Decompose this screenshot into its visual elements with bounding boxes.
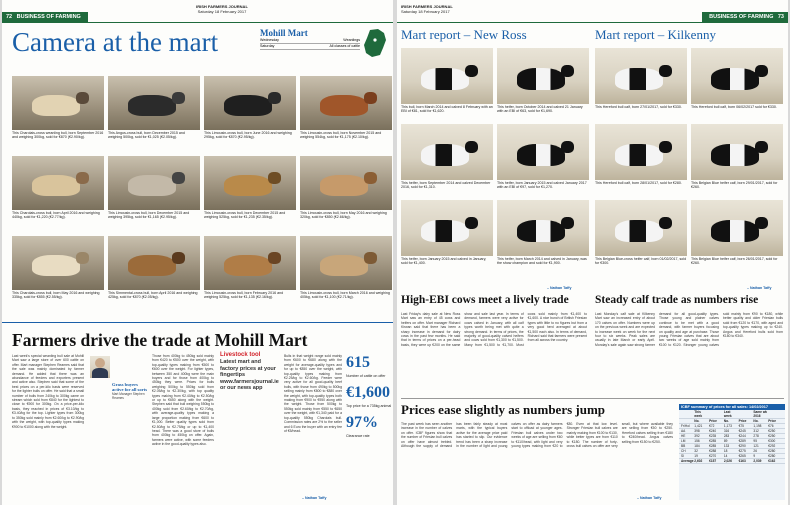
high-ebi-headline: High-EBI cows meet a lively trade	[401, 294, 569, 306]
livestock-tool-text: Latest mart and factory prices at your fingertips www.farmersjournal.ie or our news app	[220, 359, 279, 391]
table-cell: 283	[723, 434, 730, 438]
cattle-photo	[12, 236, 104, 290]
cattle-photo	[401, 200, 493, 256]
right-journal-name: IRISH FARMERS JOURNAL	[401, 4, 453, 9]
cattle-photo	[595, 200, 687, 256]
table-cell: €270	[709, 454, 717, 458]
stat-block	[346, 414, 392, 444]
photo-caption: This Limousin-cross bull, born November 2015 and weighing 554kg, sold for €1,175 (€2.10/kg).	[300, 131, 382, 140]
mart-info-box	[260, 28, 360, 50]
cattle-photo	[497, 48, 589, 104]
table-cell: CH	[681, 449, 686, 453]
table-cell: 1,421	[694, 424, 703, 428]
table-header-cell	[681, 410, 694, 418]
left-journal-header	[162, 4, 282, 14]
table-cell: 278	[753, 434, 759, 438]
cattle-photo	[497, 124, 589, 180]
cattle-photo	[595, 48, 687, 104]
cattle-photo	[108, 76, 200, 130]
table-cell: €235	[709, 434, 717, 438]
cattle-photo	[401, 124, 493, 180]
table-cell: 121	[753, 444, 759, 448]
mart-info-type: Weanlings	[343, 38, 360, 42]
left-body-col1: Last week's special weanling bull sale at Mohill Mart saw a large store of over 600 cattle on offer. Mart manager Stephen Reames said that the sale was mainly dominated by farmer demand. He added that there was an abundance of feeders and exporters present and active also. Stephen said that some of the best prices on a per-kilo basis were reserved for the lighter bulls on offer. He said that a small number of bulls from 240kg to 300kg came on stream which sold from €840 for the lightest to close to €900 for 300kg. On a price-per-kilo basis, they reached in prices of €3.10/kg to €3.40/kg for the top. Lighter types from 300kg to 350kg sold mainly from €2.60/kg to €2.90/kg with the weight, with top-quality types making €900 to €1000 along with the weight.	[12, 354, 84, 429]
table-cell: €75	[738, 424, 744, 428]
table-cell: 398	[694, 429, 700, 433]
table-cell: 156	[694, 439, 700, 443]
table-header-cell: Price	[738, 419, 747, 423]
cattle-photo	[204, 156, 296, 210]
stat-value: €1,600	[346, 384, 390, 401]
mart-info-name: Mohill Mart	[260, 28, 308, 38]
table-cell: 312	[753, 429, 759, 433]
table-cell: BB	[681, 444, 686, 448]
table-cell: 95	[753, 439, 757, 443]
left-section-label: BUSINESS OF FARMING	[16, 14, 81, 20]
kilkenny-title: Mart report – Kilkenny	[595, 27, 716, 42]
table-cell: €250	[768, 434, 776, 438]
table-cell: €245	[738, 429, 746, 433]
quote-author: Mart Manager Stephen Reames	[112, 392, 145, 400]
calf-trade-body: Last Monday's calf sale at Kilkenny Mart saw an increased entry of about 170 calves on offer. Numbers were up on the previous week and are expected to increase week on week for the next four to six weeks. Peak sales are usually in late March or early April. Monday's sale again saw strong farmer demand for all good-quality types. Those young and plainer calves continue to be met with a good demand, with farmer buyers focusing on quality and age at purchase. Those young Friesian calves that are about two weeks of age sold mainly from €100 to €120. Stronger young calves sold mainly from €90 to €180, while better quality and older Friesian bulls sold from €120 to €170, with aged and top-quality types making up to €240. Angus and Hereford bulls sold from €180 to €340.	[595, 312, 783, 347]
table-cell: €265	[738, 454, 746, 458]
photo-caption: This Simmental-cross bull, born April 2016 and weighing 425kg, sold for €870 (€2.05/kg).	[108, 291, 198, 300]
left-page	[2, 0, 393, 505]
table-cell: 32	[694, 449, 698, 453]
mart-info-day: Saturday	[260, 44, 275, 48]
table-cell: LM	[681, 439, 686, 443]
table-cell: €280	[768, 449, 776, 453]
photo-caption: This heifer, born January 2015 and calved January 2017 with an EBI of €97, sold for €1,270.	[497, 181, 587, 190]
left-journal-name: IRISH FARMERS JOURNAL	[196, 4, 248, 9]
table-cell: 18	[723, 449, 728, 453]
right-section-bar	[702, 12, 788, 22]
cattle-photo	[204, 76, 296, 130]
left-body-col2: Those from 400kg to 450kg sold mainly from €420 to €500 over the weight, with top-quality types making from €500 to €600 over the weight. For lighter types, between 350 and 400kg were the main buyers and for those from 400kg to 450kg they were. Prices for bulls weighing 500kg to 550kg sold from €2.05/kg to €2.30/kg, with top quality types making from €2.40/kg to €2.50/kg or up to €650 along with the weight. Stephen said that bull weighing 550kg to 400kg sold from €2.60/kg to €2.70/kg, with average-quality types making a large proportion making from €600 to €1,000. Better quality types sold from €2.50/kg to €2.75/kg or up to €1,400 head. There was a good store of bulls from 400kg to 450kg on offer. Again, farmers were active, with some feeders active in the good-quality types also.	[152, 354, 214, 447]
table-header-cell: Last week	[723, 410, 732, 418]
right-page-number: 73	[777, 14, 784, 20]
photo-caption: This Charolais-cross bull, born April 2016 and weighing 440kg, sold for €1,220 (€2.77/kg).	[12, 211, 100, 220]
left-journal-date: Saturday 18 February 2017	[197, 9, 247, 14]
right-section-label: BUSINESS OF FARMING	[709, 14, 774, 20]
photo-caption: This Limousin-cross bull, born February 2016 and weighing 525kg, sold for €1,135 (€2.16/kg).	[204, 291, 284, 300]
table-cell: €289	[738, 439, 746, 443]
table-cell: 2,039	[753, 459, 762, 463]
table-cell: €240	[709, 429, 717, 433]
table-header-cell: Price	[709, 419, 717, 423]
photo-caption: This Charolais-cross weanling bull, born September 2016 and weighing 300kg, sold for €870 (€2.90/kg).	[12, 131, 104, 140]
table-cell: €76	[768, 424, 774, 428]
mart-info-type: All classes of cattle	[329, 44, 360, 48]
cattle-photo	[108, 236, 200, 290]
table-cell: 392	[694, 434, 700, 438]
table-cell: 89	[723, 439, 728, 443]
author-box	[90, 356, 148, 408]
table-title: ICBF summary of prices for all sales: 14/02/2017	[679, 404, 785, 410]
photo-caption: This Hereford bull calf, born 06/02/2017 sold for €330.	[691, 105, 777, 109]
stat-value: 97%	[346, 414, 378, 431]
table-header-cell: No.	[723, 419, 729, 423]
photo-caption: This Hereford bull calf, born 27/01/2017, sold for €330.	[595, 105, 682, 109]
cattle-photo	[300, 156, 392, 210]
ireland-map-icon	[362, 28, 388, 58]
table-cell: €163	[738, 459, 746, 463]
cattle-photo	[691, 200, 783, 256]
photo-caption: This Hereford bull calf, born 28/01/2017, sold for €280.	[595, 181, 682, 185]
left-headline: Farmers drive the trade at Mohill Mart	[12, 330, 308, 350]
cattle-photo	[300, 76, 392, 130]
table-cell: €292	[768, 444, 776, 448]
cattle-photo	[204, 236, 296, 290]
table-cell: 14	[723, 454, 728, 458]
table-cell: €157	[709, 459, 717, 463]
cattle-photo	[401, 48, 493, 104]
high-ebi-body: Last Friday's dairy sale at New Ross Mart saw an entry of 45 cows and heifers on offer. Mart manager Richard Kirwan said that there has been a sharp increase in demand for dairy cows in the past few months. He said that in terms of prices on a per-head basis, they were up €200 on the same show and sale last year. In terms of demand, farmers were very active for cows calved in January, with all calf types worth being met with quite a strong demand. In terms of prices, the majority of good-quality calved heifers and cows sold from €1,300 to €1,500. Many from €1,500 to €1,700. Most cows sold mainly from €1,400 to €1,600. A nice bunch of British Friesian types with little to no figures but from a very good herd averaged at about €1,500 each also. In terms of demand, Richard said that farmers were present from all across the country.	[401, 312, 587, 347]
stat-label: Top price for a 735kg animal	[346, 404, 392, 408]
quote-heading: Grass buyers active for all sorts	[112, 382, 147, 392]
mart-info-row	[260, 44, 360, 50]
table-header-cell: No.	[694, 419, 700, 423]
photo-caption: This Limousin-cross bull, born May 2016 and weighing 320kg, sold for €850 (€2.66/kg).	[300, 211, 387, 220]
table-header-cell	[681, 419, 694, 423]
left-byline: – Nathan Taffy	[302, 496, 327, 500]
table-cell: 2,026	[723, 459, 732, 463]
table-cell: €285	[709, 439, 717, 443]
left-page-number: 72	[6, 14, 13, 20]
left-header-rule	[2, 22, 393, 23]
cattle-photo	[12, 76, 104, 130]
author-text	[112, 382, 148, 400]
table-header-cell: Price	[768, 419, 777, 423]
new-ross-title: Mart report – New Ross	[401, 27, 527, 42]
table-cell: €290	[738, 444, 746, 448]
table-cell: €280	[768, 454, 776, 458]
table-cell: €285	[709, 444, 717, 448]
left-page-title: Camera at the mart	[12, 27, 219, 57]
cattle-photo	[12, 156, 104, 210]
cattle-photo	[595, 124, 687, 180]
table-cell: 2,602	[694, 459, 703, 463]
table-header-cell: Same wk 2016	[753, 410, 768, 418]
stats-column	[346, 354, 392, 444]
kilkenny-byline: – Nathan Taffy	[747, 286, 772, 290]
cattle-photo	[497, 200, 589, 256]
table-cell: €72	[709, 424, 715, 428]
photo-caption: This heifer, born January 2015 and calved in January, sold for €1,400.	[401, 257, 487, 266]
photo-caption: This Limousin-cross bull, born December 2015 and weighing 395kg, sold for €1,165 (€2.95/kg).	[108, 211, 190, 220]
table-cell: 19	[694, 454, 698, 458]
photo-caption: This Limousin-cross bull, born March 2016 and weighing 405kg, sold for €1,100 (€2.71/kg).	[300, 291, 390, 300]
photo-caption: This Belgian Blue heifer calf, born 29/01/2017, sold for €260.	[691, 181, 778, 190]
table-cell: €300	[768, 439, 776, 443]
stat-block	[346, 354, 392, 384]
table-cell: €244	[738, 434, 746, 438]
table-header-cell: This week	[694, 410, 703, 418]
photo-caption: This bull, born March 2014 and calved 8 February with an EBI of €81, sold for €1,620.	[401, 105, 493, 114]
table-row	[679, 459, 785, 464]
table-cell: 1,173	[723, 424, 732, 428]
table-header-cell	[739, 410, 754, 418]
photo-caption: This Charolais-cross bull, born May 2016 and weighing 335kg, sold for €855 (€2.55/kg).	[12, 291, 100, 300]
table-cell: 26	[753, 449, 757, 453]
stat-value: 615	[346, 354, 370, 371]
table-body	[679, 424, 785, 464]
stat-block	[346, 384, 392, 414]
photo-caption: This Belgian Blue heifer calf, born 26/01/2017, sold for €260.	[691, 257, 778, 266]
left-body-col3: Bulls in that weight range sold mainly from €600 to €680 along with the weight for average-quality types and for up to €850 over the weight, with top-quality types making from €2.25/kg to €2.60/kg. Feeder were very active for all good-quality beef bulls, with those from 490kg to 500kg selling mainly from €800 to €880 over the weight, with top-quality types both making from €900 to €950 along with the weight. Those from 500kg to 550kg sold mainly from €550 to €650 over the weight, with €1,340 paid for a top-quality 550kg Charolais bull. Commission rates are 2% to the seller and 6 Euro the buyer with an entry fee of €5/head.	[284, 354, 342, 433]
table-cell: €250	[768, 429, 776, 433]
photo-caption: This Belgian Blue-cross heifer calf, born 01/02/2017, sold for €300.	[595, 257, 687, 266]
prices-ease-body: The past week has seen another increase in the number of calves on offer. ICBF figures show that the number of Friesian bull calves on offer have almost trebled. Although the supply of demand has been fairly steady at most marts, with the typical buyers active for the average price paid has started to slip. Our evidence trend has been a sharp increase in the number of light and young calves on offer as dairy farmers start to offload at younger ages. Friesian bull calves under two weeks of age are selling from €60 to €110/head, with light and very young types making from €20 to €80. Even at that low level. Stronger Friesian bull calves are mainly making from €100 to €130, while better types are from €110 to €180. The number of forty-cross bull calves on offer are very small, but where available they are selling from €50 to €250. Hereford calves selling from €180 to €240/head. Angus calves selling from €150 to €250.	[401, 422, 673, 449]
table-cell: €288	[709, 449, 717, 453]
table-cell: Fr/Hol	[681, 424, 690, 428]
left-body-col2-cont	[90, 410, 148, 502]
photo-caption: This heifer, born September 2014 and calved December 2016, sold for €1,310.	[401, 181, 491, 190]
table-cell: 133	[723, 444, 730, 448]
left-section-bar	[2, 12, 88, 22]
table-header-cell	[709, 410, 724, 418]
table-header-cell: No.	[753, 419, 759, 423]
right-journal-date: Saturday 18 February 2017	[401, 9, 450, 14]
livestock-tool-heading: Livestock tool	[220, 352, 261, 358]
stat-label: Number of cattle on offer	[346, 374, 386, 378]
photo-caption: This Limousin-cross bull, born December 2015 and weighing 525kg, sold for €1,235 (€2.35/kg).	[204, 211, 286, 220]
photo-caption: This Angus-cross bull, born December 2015 and weighing 500kg, sold for €1,025 (€2.05/kg).	[108, 131, 185, 140]
right-journal-header	[401, 4, 521, 14]
photo-caption: This heifer, born October 2014 and calved 21 January with an EBI of €63, sold for €1,690.	[497, 105, 583, 114]
table-cell: 9	[753, 454, 756, 458]
photo-caption: This Limousin-cross bull, born June 2016 and weighing 295kg, sold for €870 (€2.95/kg).	[204, 131, 292, 140]
cattle-photo	[300, 236, 392, 290]
mart-info-day: Wednesday	[260, 38, 279, 42]
author-photo	[90, 356, 110, 378]
stat-label: Clearance rate	[346, 434, 370, 438]
table-cell: 184	[694, 444, 700, 448]
table-cell: AA	[681, 429, 686, 433]
table-cell: €275	[738, 449, 746, 453]
prices-ease-headline: Prices ease slightly as numbers jump	[401, 402, 606, 417]
icbf-price-table	[679, 404, 785, 500]
calf-trade-headline: Steady calf trade as numbers rise	[595, 294, 759, 306]
cattle-photo	[108, 156, 200, 210]
new-ross-byline: – Nathan Taffy	[547, 286, 572, 290]
left-body-col3-fill	[220, 418, 278, 502]
table-cell: €162	[768, 459, 776, 463]
cattle-photo	[691, 124, 783, 180]
table-cell: SI	[681, 454, 685, 458]
table-header-cell	[768, 410, 783, 418]
prices-ease-byline: – Nathan Taffy	[637, 496, 662, 500]
photo-caption: This heifer, born March 2014 and calved in January, was the show champion and sold for €1,900.	[497, 257, 587, 266]
right-page	[397, 0, 788, 505]
table-cell: Average	[681, 459, 694, 463]
right-divider	[401, 398, 784, 399]
left-divider	[2, 322, 393, 323]
cattle-photo	[691, 48, 783, 104]
table-cell: 1,198	[753, 424, 762, 428]
livestock-tool-box	[220, 352, 278, 412]
table-header-row	[679, 410, 785, 419]
table-cell: HE	[681, 434, 686, 438]
right-header-rule	[397, 22, 788, 23]
table-cell: 316	[723, 429, 730, 433]
